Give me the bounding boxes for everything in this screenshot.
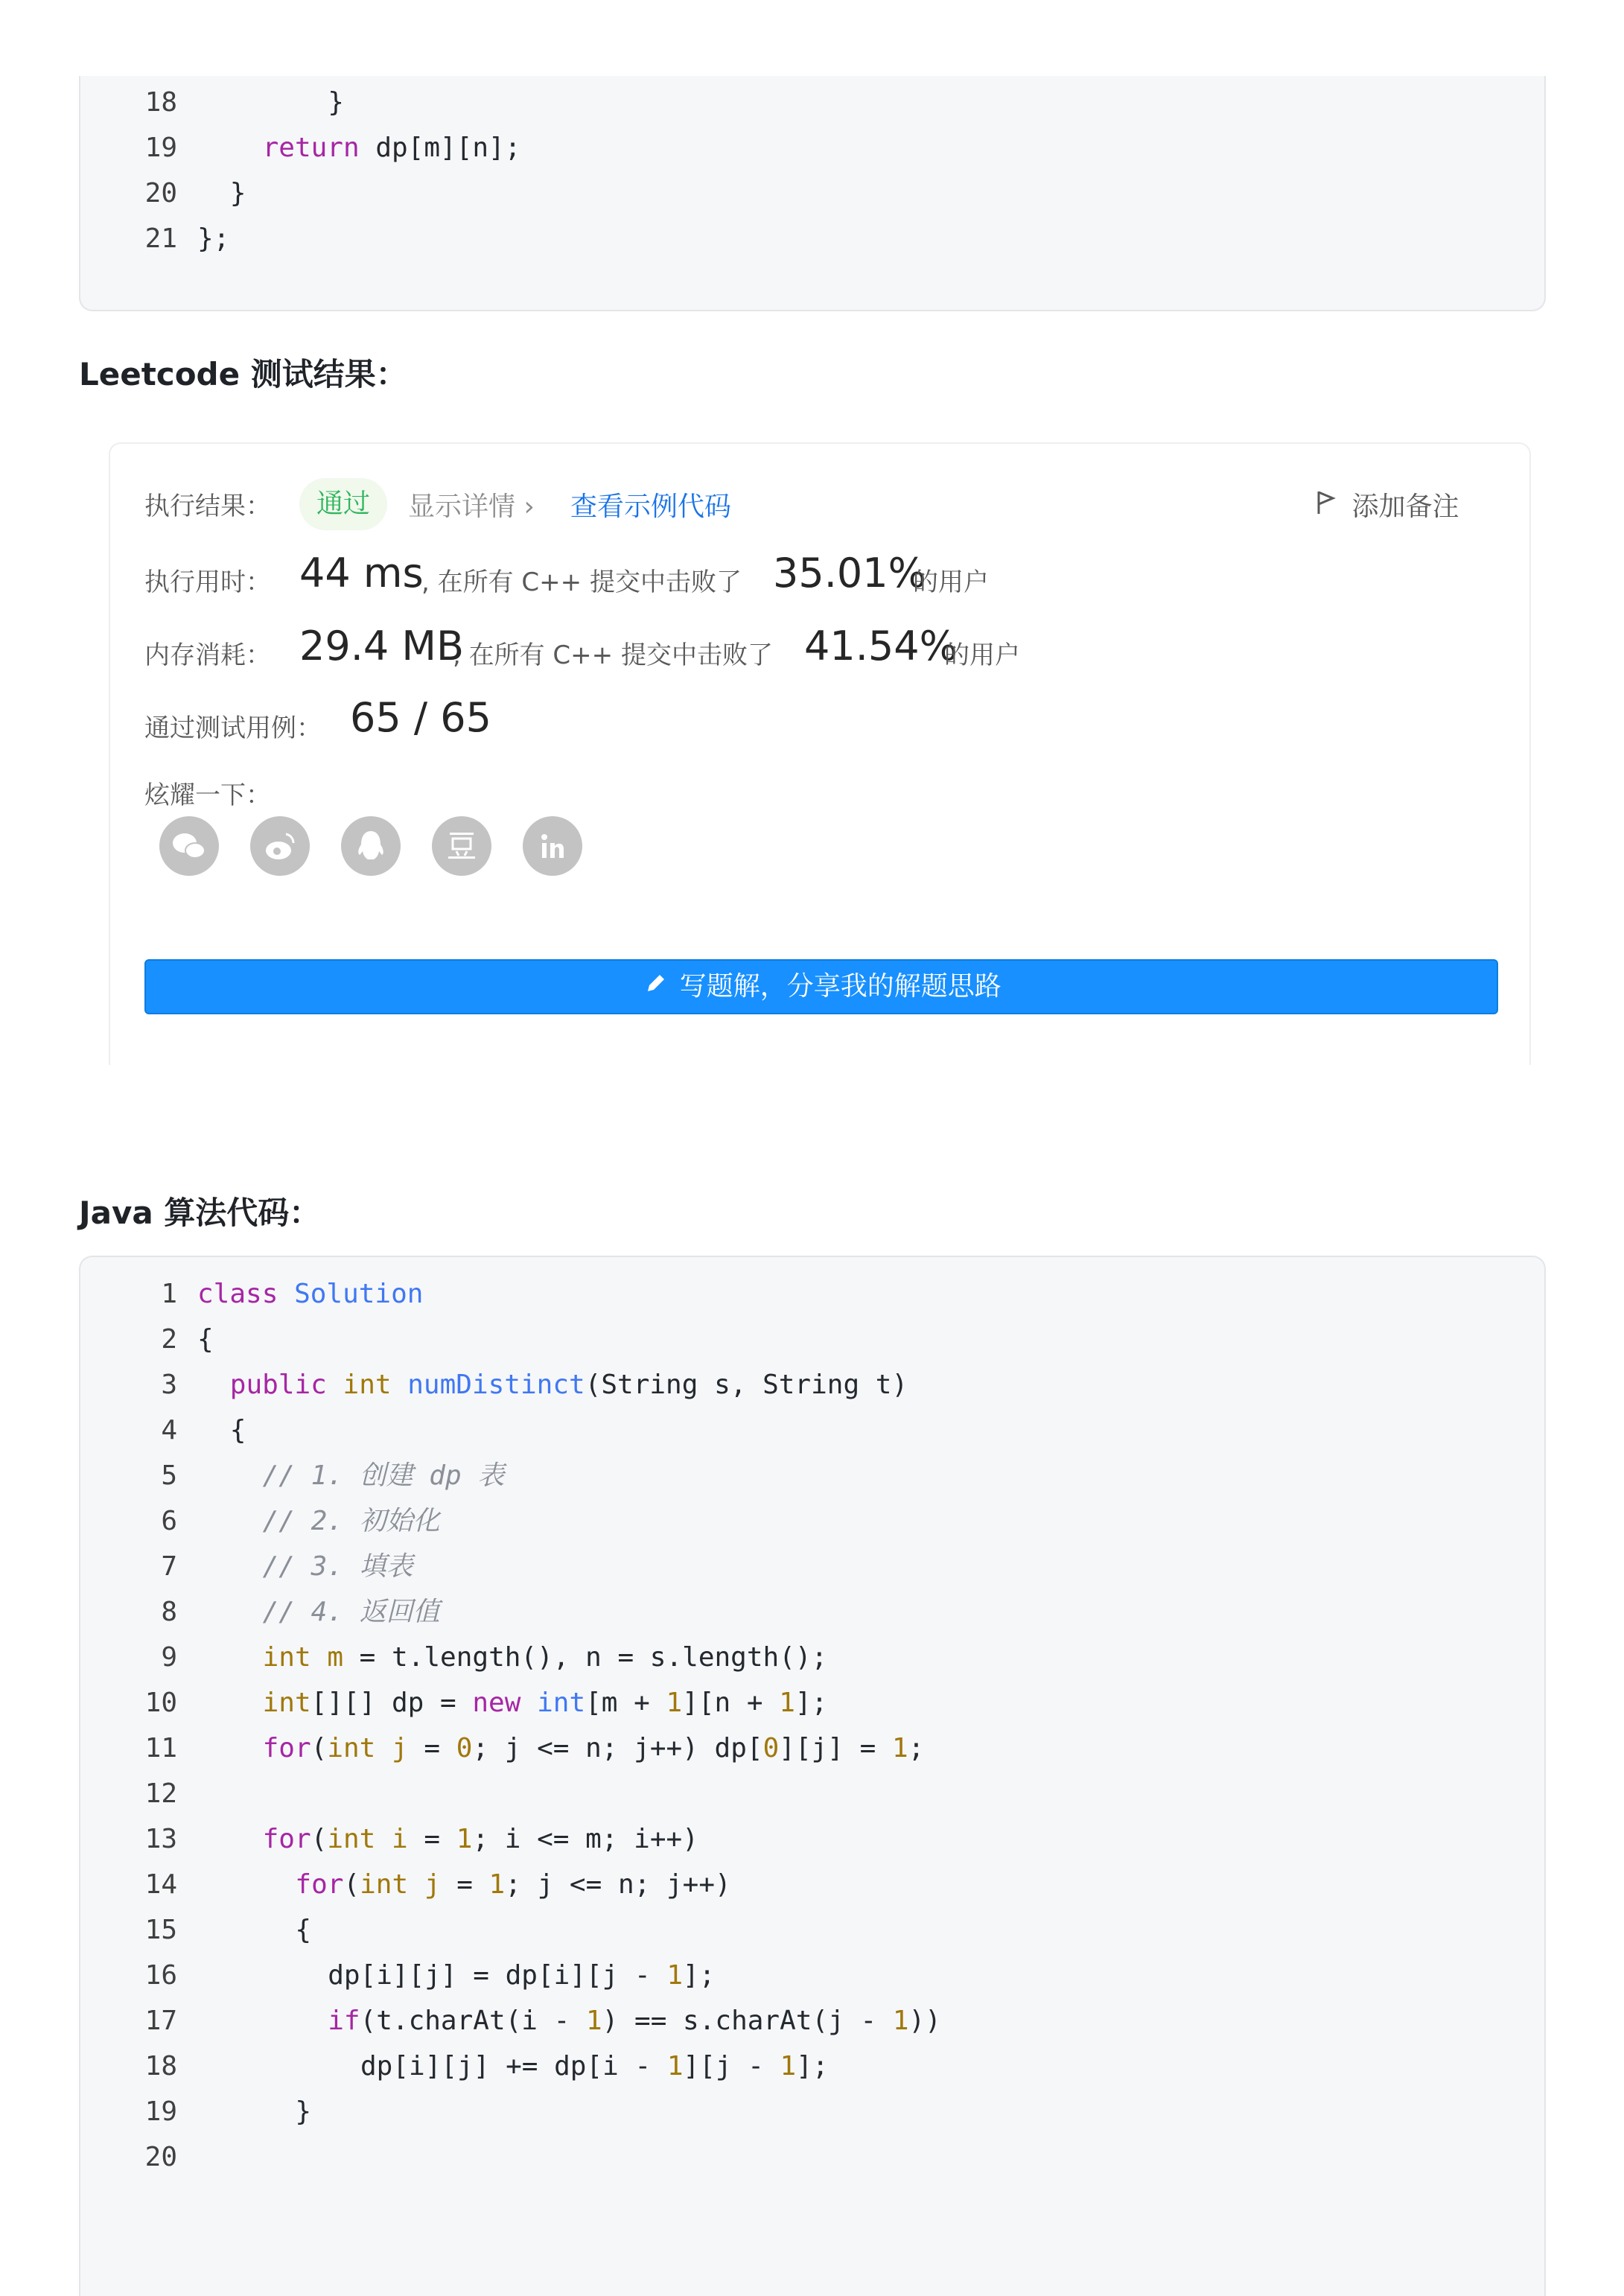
code-token: int [537,1688,586,1718]
code-token: ( [311,1824,328,1854]
linkedin-icon[interactable] [523,816,582,876]
code-token: ]; [683,1960,716,1991]
memory-users-text: 的用户 [944,640,1020,670]
code-token: Solution [294,1279,424,1309]
code-text [263,1499,440,1544]
code-text [328,80,344,125]
line-number: 18 [144,87,177,118]
wechat-icon[interactable] [159,816,219,876]
code-token: for [262,1733,311,1764]
code-token: = [407,1824,456,1854]
code-token: int [327,1824,376,1854]
code-token: dp[i][j] = dp[i][j - [328,1960,667,1991]
code-token: j [424,1869,441,1900]
write-solution-button[interactable] [144,959,1498,1014]
code-line [80,2090,1544,2134]
code-text [197,1317,214,1362]
line-number: 7 [161,1551,177,1582]
code-text [263,1454,505,1498]
code-token: 1 [780,2051,797,2082]
add-note-button[interactable] [1316,486,1459,524]
view-example-code-link[interactable]: 查看示例代码 [570,492,732,522]
code-token [408,1869,424,1900]
line-number: 14 [144,1869,177,1900]
exec-time-label: 执行用时： [144,567,271,597]
code-text [230,1363,908,1408]
code-line [80,1545,1544,1589]
line-number: 10 [144,1688,177,1718]
code-token: int [262,1688,311,1718]
java-code-heading: Java 算法代码： [79,1195,321,1231]
line-number: 8 [161,1597,177,1627]
code-text [328,1999,941,2044]
pass-status-badge: 通过 [299,478,387,530]
code-token: j [392,1733,408,1764]
code-token: // 3. 填表 [262,1551,413,1582]
code-token [375,1824,392,1854]
show-details-link[interactable]: 显示详情 › [408,492,535,522]
line-number: 4 [161,1415,177,1446]
code-token: i [392,1824,408,1854]
code-text [295,2090,311,2134]
code-line [80,1908,1544,1953]
code-token: return [262,133,360,163]
code-token: if [328,2006,360,2036]
code-text [328,1953,715,1998]
code-token: for [295,1869,344,1900]
code-token: [m + [585,1688,666,1718]
code-text [230,1408,246,1453]
code-token: [][] dp = [311,1688,473,1718]
code-token: { [295,1915,312,1945]
code-token: ) == s.charAt(j - [602,2006,893,2036]
line-number: 3 [161,1370,177,1400]
line-number: 9 [161,1642,177,1673]
code-token: 1 [892,2006,909,2036]
exec-time-value: 44 ms [299,550,424,597]
code-line [80,1499,1544,1544]
code-line [80,2135,1544,2180]
line-number: 13 [144,1824,177,1854]
code-text [263,1545,413,1589]
code-line [80,1272,1544,1317]
line-number: 17 [144,2006,177,2036]
code-line [80,1454,1544,1498]
douban-icon[interactable] [432,816,491,876]
code-token: { [229,1415,246,1446]
code-line [80,1590,1544,1635]
code-token: 1 [456,1824,473,1854]
share-label: 炫耀一下： [144,780,271,810]
code-token: int [262,1642,311,1673]
code-token: ][j] = [779,1733,892,1764]
code-token: dp[i][j] += dp[i - [360,2051,667,2082]
code-token: 1 [779,1688,795,1718]
code-line [80,80,1544,125]
qq-icon[interactable] [341,816,401,876]
code-token: int [360,1869,409,1900]
code-token: }; [197,223,230,254]
weibo-icon[interactable] [250,816,310,876]
code-token: ]; [795,1688,828,1718]
code-text [263,1726,925,1771]
code-token: for [262,1824,311,1854]
memory-beat-text: , 在所有 C++ 提交中击败了 [453,640,773,670]
code-token: class [197,1279,278,1309]
exec-result-label: 执行结果： [144,492,271,521]
code-token: = [407,1733,456,1764]
code-token: m [327,1642,343,1673]
memory-label: 内存消耗： [144,640,271,670]
code-token [375,1733,392,1764]
line-number: 12 [144,1778,177,1809]
code-line [80,1408,1544,1453]
code-token: = t.length(), n = s.length(); [343,1642,828,1673]
code-token: ; [908,1733,925,1764]
code-token: ( [311,1733,328,1764]
code-token: dp[m][n]; [359,133,521,163]
code-line [80,1635,1544,1680]
line-number: 6 [161,1506,177,1536]
code-line [80,1817,1544,1862]
code-line [80,126,1544,171]
line-number: 20 [144,2142,177,2172]
test-cases-label: 通过测试用例： [144,713,322,743]
code-token: ( [343,1869,360,1900]
line-number: 20 [144,178,177,209]
code-token: } [328,87,344,118]
code-token: new [472,1688,521,1718]
code-text [360,2044,829,2089]
code-token [327,1370,343,1400]
code-line [80,1317,1544,1362]
code-text [263,1817,698,1862]
code-line [80,1999,1544,2044]
code-token: numDistinct [407,1370,585,1400]
code-text [230,171,246,216]
java-code-block [79,1256,1546,2296]
code-token [392,1370,408,1400]
line-number: 21 [144,223,177,254]
cpp-code-block [79,76,1546,311]
code-token: 1 [666,1688,683,1718]
add-note-label: 添加备注 [1351,492,1459,522]
exec-time-percent: 35.01% [773,550,926,597]
line-number: 15 [144,1915,177,1945]
code-text [263,1590,440,1635]
leetcode-result-heading: Leetcode 测试结果： [79,356,407,392]
code-token [520,1688,537,1718]
code-token: (String s, String t) [585,1370,908,1400]
code-line [80,1363,1544,1408]
code-text [263,126,521,171]
code-token: ][j - [683,2051,780,2082]
code-token [311,1642,328,1673]
code-text [197,1272,423,1317]
code-token: 0 [762,1733,780,1764]
code-text [263,1681,828,1726]
code-token: int [343,1370,392,1400]
code-token: ; i <= m; i++) [472,1824,698,1854]
line-number: 18 [144,2051,177,2082]
write-solution-label: 写题解，分享我的解题思路 [679,971,1002,1002]
code-token: ][n + [682,1688,780,1718]
test-cases-value: 65 / 65 [350,694,491,741]
code-token: ; j <= n; j++) [505,1869,731,1900]
code-token: 1 [585,2006,602,2036]
code-token [278,1279,294,1309]
code-token: // 1. 创建 dp 表 [262,1460,505,1491]
code-token: 1 [488,1869,506,1900]
code-token: int [327,1733,376,1764]
code-line [80,1863,1544,1907]
line-number: 19 [144,133,177,163]
code-text [295,1863,730,1907]
line-number: 2 [161,1324,177,1355]
line-number: 11 [144,1733,177,1764]
code-token: = [440,1869,489,1900]
code-token: 1 [891,1733,908,1764]
line-number: 19 [144,2096,177,2127]
code-token: ]; [796,2051,829,2082]
exec-time-beat-text: , 在所有 C++ 提交中击败了 [421,567,742,597]
memory-value: 29.4 MB [299,623,465,670]
exec-time-users-text: 的用户 [913,567,989,597]
code-line [80,171,1544,216]
memory-percent: 41.54% [804,623,958,670]
code-token: 1 [666,1960,684,1991]
code-text [295,1908,311,1953]
code-token: public [229,1370,327,1400]
code-token: } [295,2096,312,2127]
line-number: 16 [144,1960,177,1991]
code-line [80,1726,1544,1771]
code-line [80,1681,1544,1726]
code-token: (t.charAt(i - [360,2006,586,2036]
code-token: )) [908,2006,941,2036]
flag-icon [1316,490,1343,522]
leetcode-result-card [109,442,1531,1065]
code-token: // 2. 初始化 [262,1506,440,1536]
code-token: // 4. 返回值 [262,1597,440,1627]
line-number: 5 [161,1460,177,1491]
code-token: ; j <= n; j++) dp[ [472,1733,763,1764]
code-token: } [229,178,246,209]
code-token: 0 [456,1733,473,1764]
code-line [80,1953,1544,1998]
pencil-icon [641,961,671,1014]
code-line [80,217,1544,261]
code-token: { [197,1324,214,1355]
code-token: 1 [666,2051,684,2082]
code-text [197,217,229,261]
code-line [80,2044,1544,2089]
line-number: 1 [161,1279,177,1309]
code-text [263,1635,828,1680]
code-line [80,1772,1544,1816]
